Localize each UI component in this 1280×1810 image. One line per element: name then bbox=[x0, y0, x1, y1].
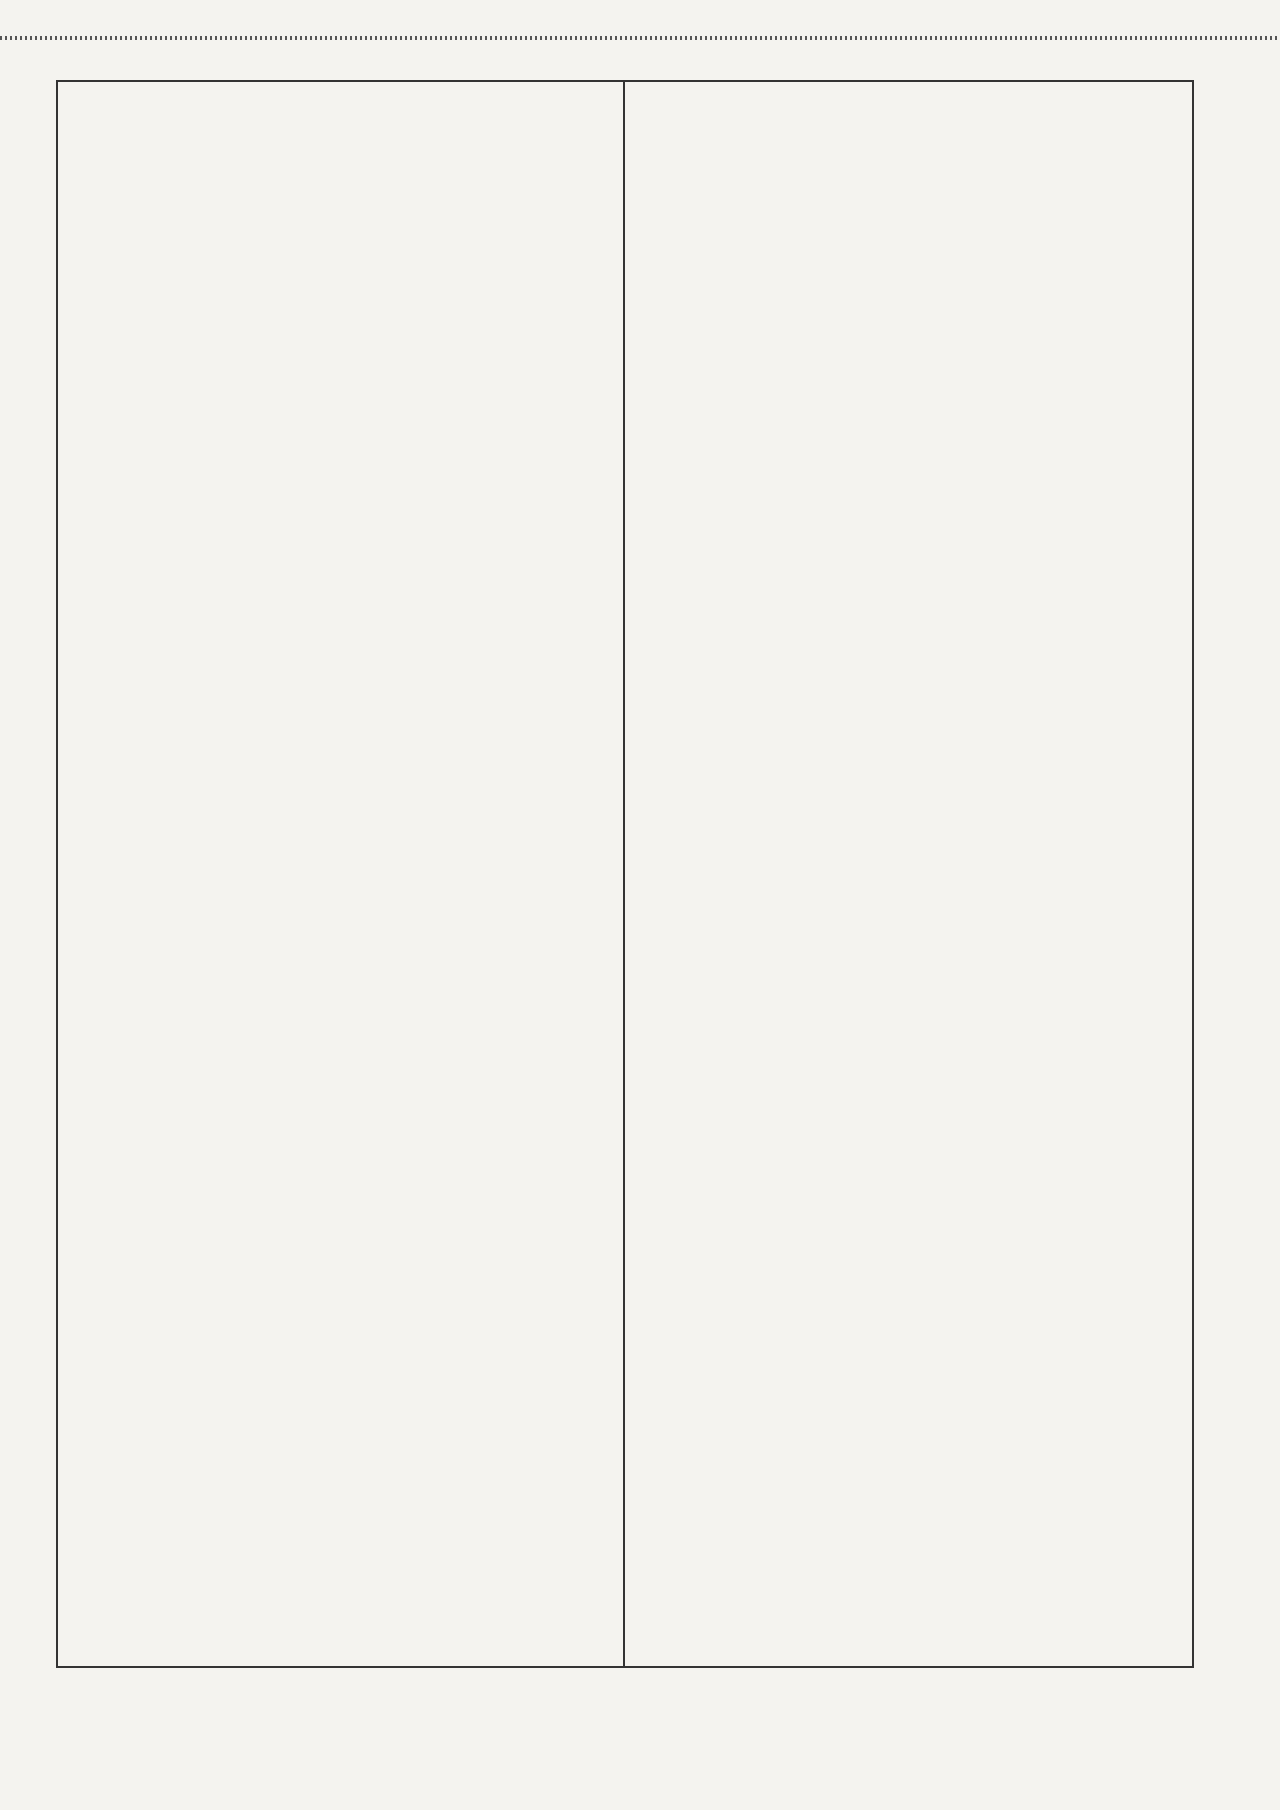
column-divider bbox=[623, 80, 625, 1668]
listing-column-left bbox=[68, 84, 616, 1664]
top-dotted-band bbox=[0, 0, 1280, 42]
section-tabs-sidebar bbox=[1200, 70, 1272, 1690]
footer-page-number-block bbox=[1122, 1710, 1130, 1738]
listing-column-right bbox=[641, 84, 1183, 1664]
